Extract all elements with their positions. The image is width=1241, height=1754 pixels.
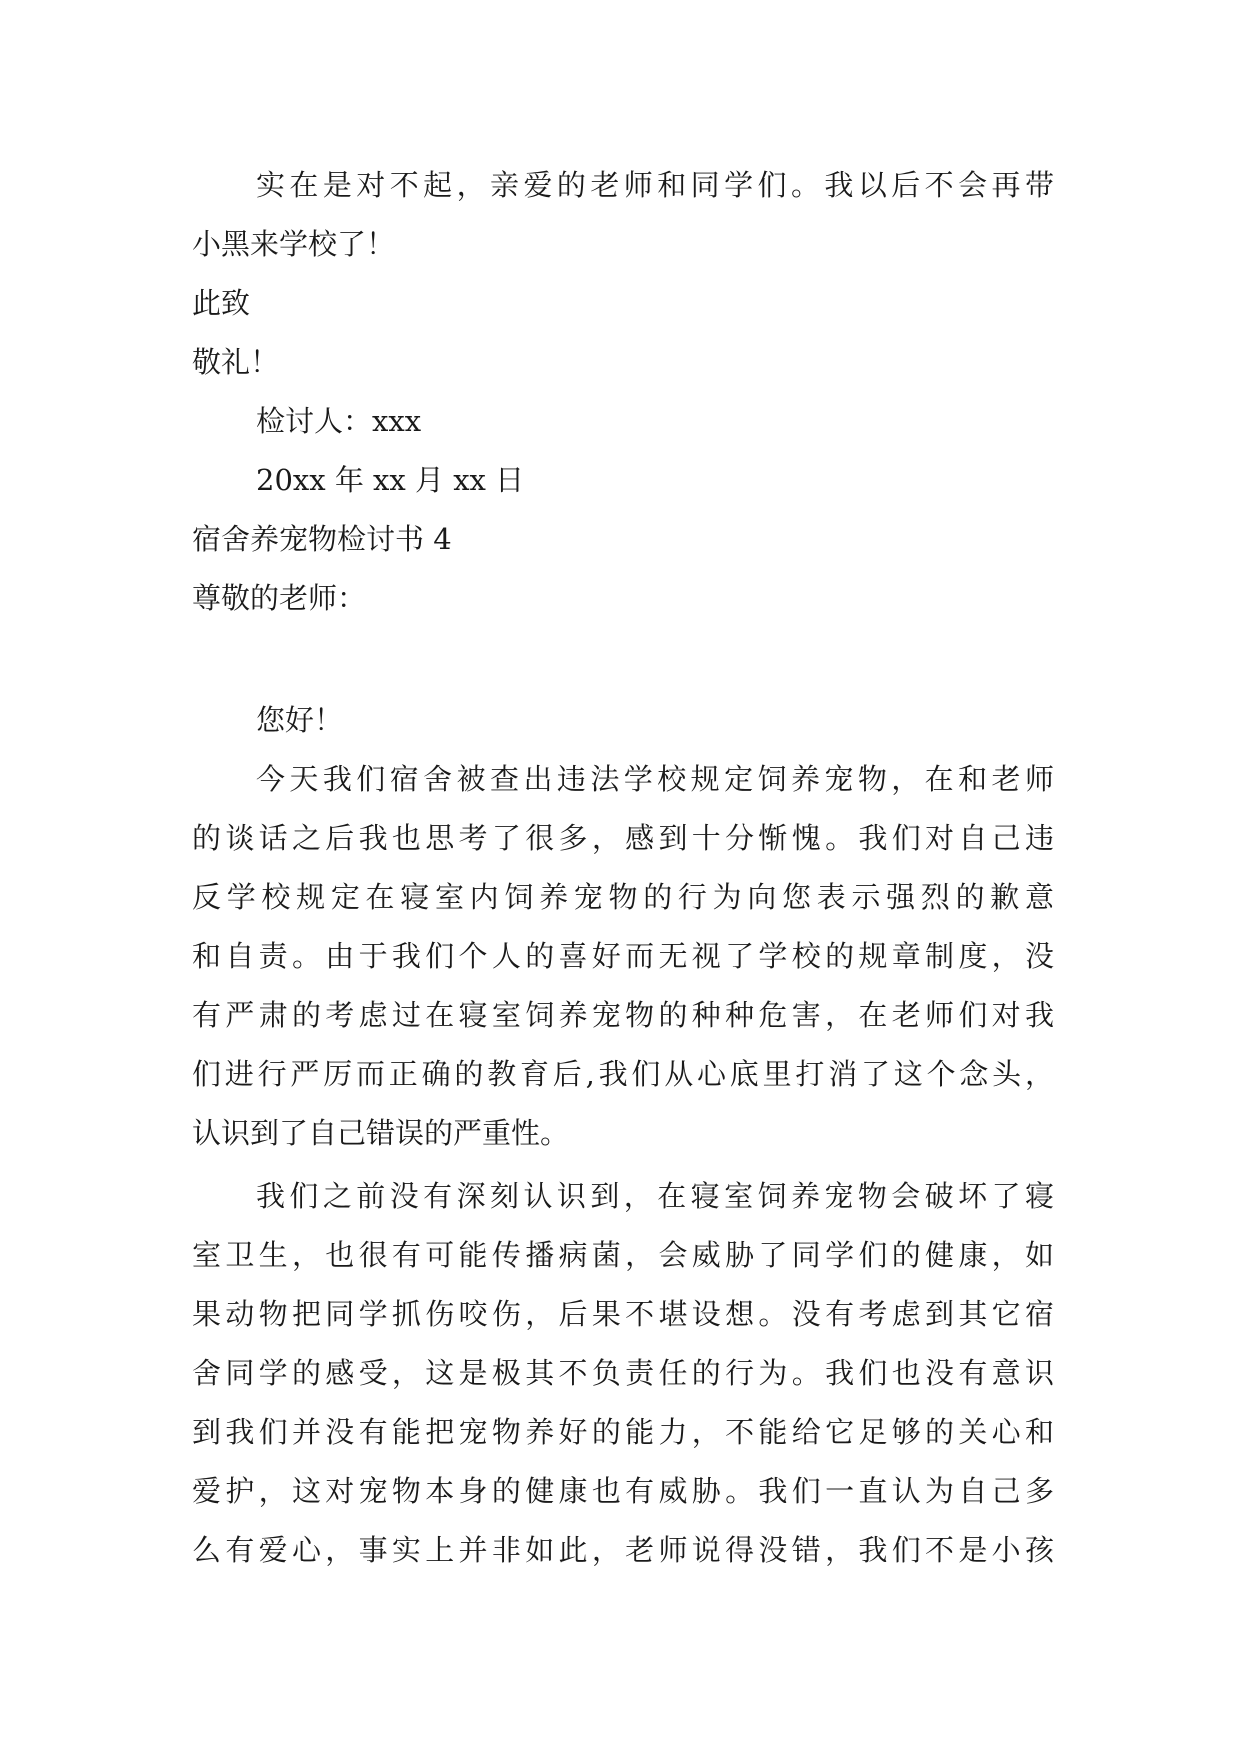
closing-line-2: 敬礼！ (192, 345, 280, 379)
salutation: 尊敬的老师： (192, 581, 367, 615)
paragraph-line: 爱护，这对宠物本身的健康也有威胁。我们一直认为自己多 (192, 1474, 1054, 1508)
signer-line: 检讨人：xxx (256, 404, 422, 438)
paragraph-line: 么有爱心，事实上并非如此，老师说得没错，我们不是小孩 (192, 1533, 1054, 1567)
paragraph-line: 小黑来学校了！ (192, 227, 396, 261)
paragraph-line: 果动物把同学抓伤咬伤，后果不堪设想。没有考虑到其它宿 (192, 1297, 1054, 1331)
paragraph-line: 到我们并没有能把宠物养好的能力，不能给它足够的关心和 (192, 1415, 1054, 1449)
greeting: 您好！ (256, 703, 344, 737)
paragraph-line: 我们之前没有深刻认识到，在寝室饲养宠物会破坏了寝 (256, 1179, 1054, 1213)
paragraph-line: 反学校规定在寝室内饲养宠物的行为向您表示强烈的歉意 (192, 880, 1054, 914)
paragraph-line: 舍同学的感受，这是极其不负责任的行为。我们也没有意识 (192, 1356, 1054, 1390)
paragraph-line: 有严肃的考虑过在寝室饲养宠物的种种危害，在老师们对我 (192, 998, 1054, 1032)
document-body (192, 156, 1054, 1580)
paragraph-line: 实在是对不起，亲爱的老师和同学们。我以后不会再带 (256, 168, 1054, 202)
date-line: 20xx 年 xx 月 xx 日 (256, 463, 525, 497)
paragraph-line: 室卫生，也很有可能传播病菌，会威胁了同学们的健康，如 (192, 1238, 1054, 1272)
blank-line (192, 628, 1054, 687)
paragraph-line: 今天我们宿舍被查出违法学校规定饲养宠物，在和老师 (256, 762, 1054, 796)
paragraph-line: 们进行严厉而正确的教育后,我们从心底里打消了这个念头， (192, 1057, 1054, 1091)
paragraph-line: 和自责。由于我们个人的喜好而无视了学校的规章制度，没 (192, 939, 1054, 973)
letter-title: 宿舍养宠物检讨书 4 (192, 522, 452, 556)
paragraph-line: 认识到了自己错误的严重性。 (192, 1116, 570, 1150)
paragraph-line: 的谈话之后我也思考了很多，感到十分惭愧。我们对自己违 (192, 821, 1054, 855)
closing-line-1: 此致 (192, 286, 251, 320)
